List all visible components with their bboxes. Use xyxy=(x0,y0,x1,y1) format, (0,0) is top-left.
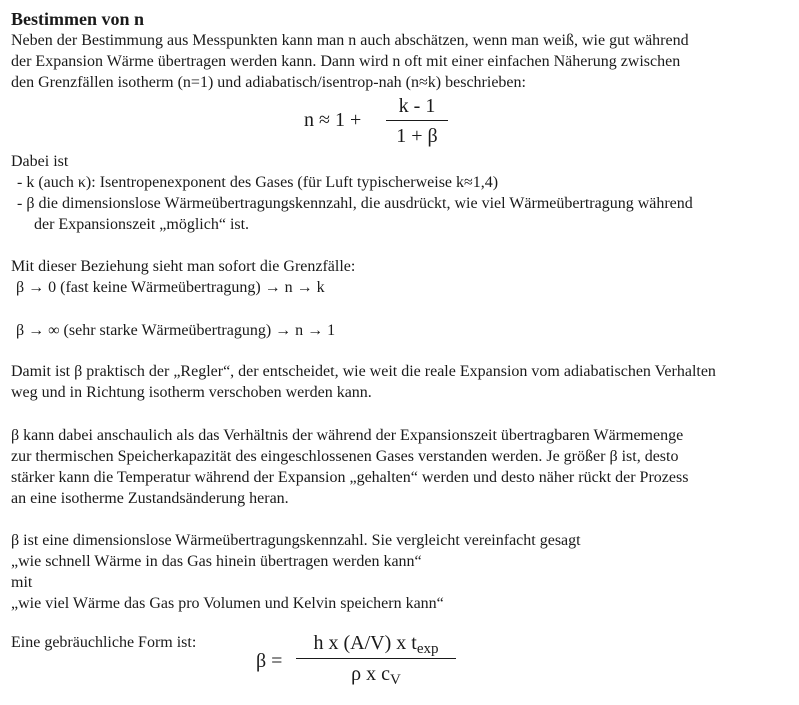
definition-beta-line-2: der Expansionszeit „möglich“ ist. xyxy=(34,216,250,233)
formula2-den-main: ρ x c xyxy=(351,663,390,685)
formula1-fraction xyxy=(386,93,448,149)
regler-line-1: Damit ist β praktisch der „Regler“, der entscheidet, wie weit die reale Expansion vom adiabatischen Verhalten xyxy=(11,363,716,380)
intro-line-2: der Expansion Wärme übertragen werden kann. Dann wird n oft mit einer einfachen Näherung zwischen xyxy=(11,53,681,70)
definition-k xyxy=(11,172,791,193)
beta-para-line-3: stärker kann die Temperatur während der Expansion „gehalten“ werden und desto näher rückt der Prozess xyxy=(11,469,689,486)
compare-line-1: β ist eine dimensionslose Wärmeübertragungskennzahl. Sie vergleicht vereinfacht gesagt xyxy=(11,532,581,549)
compare-line-2: „wie schnell Wärme in das Gas hinein übertragen werden kann“ xyxy=(11,553,422,570)
beta-para-line-2: zur thermischen Speicherkapazität des eingeschlossenen Gases verstanden werden. Je größer β ist, desto xyxy=(11,448,679,465)
formula1-denominator: 1 + β xyxy=(396,125,438,147)
fraction-bar xyxy=(296,658,456,659)
formula2-numerator xyxy=(296,630,456,657)
formula2-fraction xyxy=(296,630,456,688)
definition-beta xyxy=(11,193,791,235)
formula2-denominator xyxy=(296,661,456,688)
beta-para-line-4: an eine isotherme Zustandsänderung heran. xyxy=(11,490,289,507)
document xyxy=(11,8,791,700)
compare-line-4: „wie viel Wärme das Gas pro Volumen und Kelvin speichern kann“ xyxy=(11,595,444,612)
regler-line-2: weg und in Richtung isotherm verschoben werden kann. xyxy=(11,384,372,401)
formula2-num-main: h x (A/V) x t xyxy=(313,632,417,654)
limits-intro: Mit dieser Beziehung sieht man sofort die Grenzfälle: xyxy=(11,258,356,275)
formula1-lhs: n ≈ 1 + xyxy=(304,109,362,131)
formula2-den-sub: V xyxy=(390,672,401,688)
formula-n-approximation xyxy=(11,93,791,151)
formula2-lhs: β = xyxy=(256,650,283,672)
formula2-num-sub: exp xyxy=(416,641,439,657)
intro-line-1: Neben der Bestimmung aus Messpunkten kann man n auch abschätzen, wenn man weiß, wie gut während xyxy=(11,32,689,49)
dabei-label: Dabei ist xyxy=(11,153,69,170)
formula1-numerator: k - 1 xyxy=(398,95,436,117)
beta-para-line-1: β kann dabei anschaulich als das Verhältnis der während der Expansionszeit übertragbaren Wärmemenge xyxy=(11,427,684,444)
compare-line-3: mit xyxy=(11,574,33,591)
fraction-bar xyxy=(386,120,448,121)
section-heading: Bestimmen von n xyxy=(11,9,145,29)
definition-beta-line-1: - β die dimensionslose Wärmeübertragungskennzahl, die ausdrückt, wie viel Wärmeübertragung während xyxy=(17,195,693,212)
limit-beta-infinity: β → ∞ (sehr starke Wärmeübertragung) → n → 1 xyxy=(16,322,336,339)
limit-beta-zero: β → 0 (fast keine Wärmeübertragung) → n → k xyxy=(16,279,325,296)
formula-beta xyxy=(11,628,791,700)
intro-line-3: den Grenzfällen isotherm (n=1) und adiabatisch/isentrop-nah (n≈k) beschrieben: xyxy=(11,74,526,91)
form-label: Eine gebräuchliche Form ist: xyxy=(11,634,197,651)
definition-k-text: - k (auch κ): Isentropenexponent des Gases (für Luft typischerweise k≈1,4) xyxy=(17,174,499,191)
